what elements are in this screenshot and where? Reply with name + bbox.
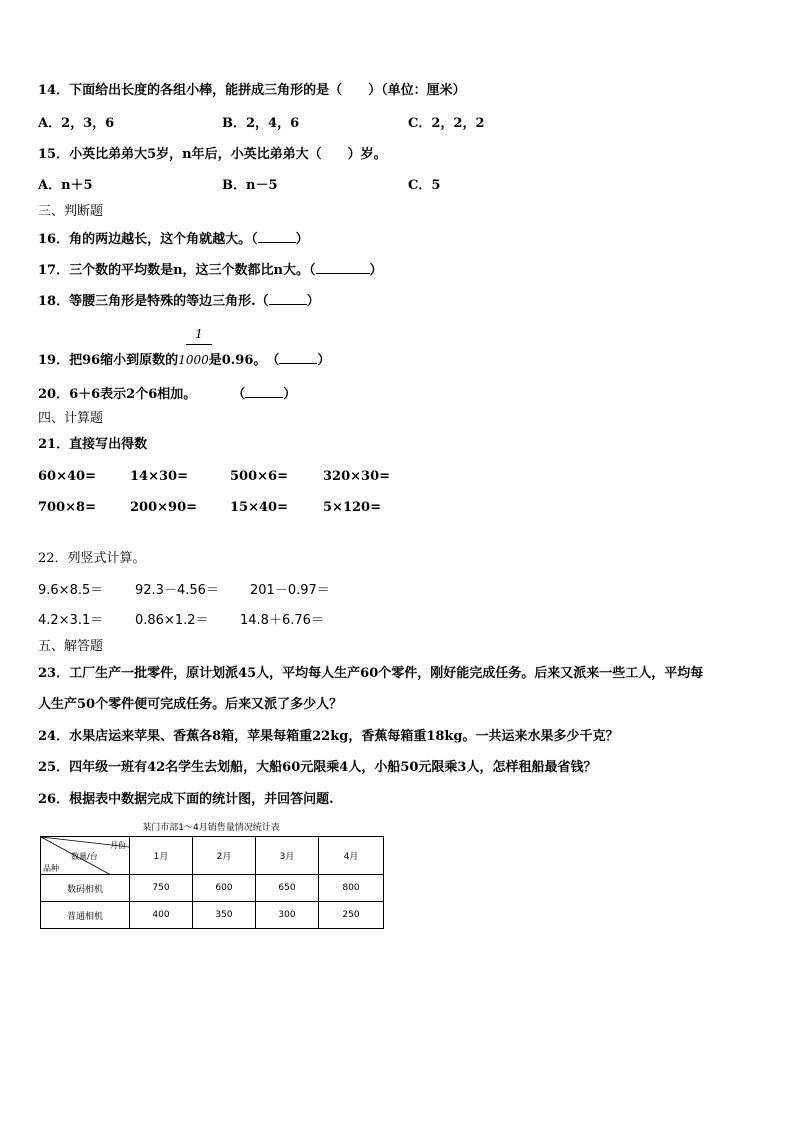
question-15: 15．小英比弟弟大5岁，n年后，小英比弟弟大（ ）岁。	[38, 147, 387, 162]
question-17	[38, 261, 383, 279]
cell-value: 250	[319, 902, 384, 929]
section-4-heading: 四、计算题	[38, 411, 104, 426]
q20-open: （	[232, 387, 246, 402]
question-14: 14．下面给出长度的各组小棒，能拼成三角形的是（ ）（单位：厘米）	[38, 83, 466, 98]
question-16	[38, 230, 309, 248]
q19-text-after: 是0.96。 （	[208, 353, 280, 368]
q19-close: ）	[317, 353, 331, 368]
header-type-label: 品种	[43, 864, 59, 873]
question-23-line-2: 人生产50个零件便可完成任务。后来又派了多少人？	[38, 697, 343, 712]
q17-text: 17．三个数的平均数是n，这三个数都比n大。（	[38, 263, 316, 278]
row-name: 普通相机	[41, 902, 130, 929]
q16-close: ）	[295, 232, 309, 247]
q15-option-b: B．n－5	[222, 178, 278, 193]
q21-item: 14×30=	[130, 469, 188, 484]
q21-item: 15×40=	[230, 500, 288, 515]
q22-item: 92.3－4.56＝	[135, 583, 219, 598]
section-3-heading: 三、判断题	[38, 204, 104, 219]
cell-value: 750	[130, 875, 193, 902]
question-26: 26．根据表中数据完成下面的统计图，并回答问题.	[38, 792, 334, 807]
question-22: 22．列竖式计算。	[38, 551, 146, 566]
q22-item: 9.6×8.5＝	[38, 583, 104, 598]
q22-item: 14.8＋6.76＝	[240, 613, 324, 628]
question-21: 21．直接写出得数	[38, 437, 148, 452]
question-24: 24．水果店运来苹果、香蕉各8箱，苹果每箱重22kg，香蕉每箱重18kg。一共运来水果多少千克？	[38, 729, 619, 744]
header-qty-label: 数量/台	[71, 852, 98, 861]
cell-value: 650	[256, 875, 319, 902]
table-row	[41, 875, 384, 902]
q21-item: 200×90=	[130, 500, 198, 515]
q22-item: 201－0.97＝	[250, 583, 330, 598]
q21-item: 60×40=	[38, 469, 96, 484]
table-row	[41, 902, 384, 929]
q19-fraction-denominator: 1000	[178, 353, 209, 367]
question-23-line-1: 23．工厂生产一批零件，原计划派45人，平均每人生产60个零件，刚好能完成任务。后来又派来一些工人，平均每	[38, 666, 704, 681]
q18-text: 18．等腰三角形是特殊的等边三角形.（	[38, 294, 269, 309]
q21-item: 700×8=	[38, 500, 96, 515]
question-19	[38, 351, 330, 369]
q19-fraction-numerator: 1	[195, 327, 203, 341]
cell-value: 350	[193, 902, 256, 929]
question-20	[38, 385, 296, 403]
q22-item: 0.86×1.2＝	[135, 613, 209, 628]
q20-blank[interactable]	[245, 385, 283, 398]
q19-fraction-bar	[186, 344, 212, 345]
q17-close: ）	[369, 263, 383, 278]
header-month-1: 1月	[130, 837, 193, 875]
q21-item: 5×120=	[323, 500, 381, 515]
q16-text: 16．角的两边越长，这个角就越大。（	[38, 232, 258, 247]
q14-option-a: A．2，3，6	[38, 116, 115, 131]
q21-item: 500×6=	[230, 469, 288, 484]
header-month-4: 4月	[319, 837, 384, 875]
question-25: 25．四年级一班有42名学生去划船，大船60元限乘4人，小船50元限乘3人，怎样租船最省钱？	[38, 760, 597, 775]
q18-close: ）	[306, 294, 320, 309]
q18-blank[interactable]	[269, 292, 307, 305]
table-title: 某门市部1～4月销售量情况统计表	[142, 823, 280, 833]
header-month-3: 3月	[256, 837, 319, 875]
row-name: 数码相机	[41, 875, 130, 902]
q15-option-a: A．n＋5	[38, 178, 93, 193]
q14-option-c: C．2，2，2	[408, 116, 485, 131]
header-month-2: 2月	[193, 837, 256, 875]
q20-close: ）	[283, 387, 297, 402]
q20-text: 20．6＋6表示2个6相加。	[38, 387, 197, 402]
cell-value: 600	[193, 875, 256, 902]
cell-value: 400	[130, 902, 193, 929]
q21-item: 320×30=	[323, 469, 391, 484]
sales-statistics-table	[40, 836, 384, 929]
q15-option-c: C．5	[408, 178, 441, 193]
cell-value: 300	[256, 902, 319, 929]
q22-item: 4.2×3.1＝	[38, 613, 104, 628]
header-month-label: 月份	[110, 841, 126, 850]
q17-blank[interactable]	[316, 261, 370, 274]
q16-blank[interactable]	[258, 230, 296, 243]
cell-value: 800	[319, 875, 384, 902]
q19-text-before: 19．把96缩小到原数的	[38, 353, 179, 368]
q14-option-b: B．2，4，6	[222, 116, 300, 131]
q19-blank[interactable]	[279, 351, 317, 364]
table-diagonal-header	[41, 837, 130, 875]
question-18	[38, 292, 320, 310]
section-5-heading: 五、解答题	[38, 639, 104, 654]
